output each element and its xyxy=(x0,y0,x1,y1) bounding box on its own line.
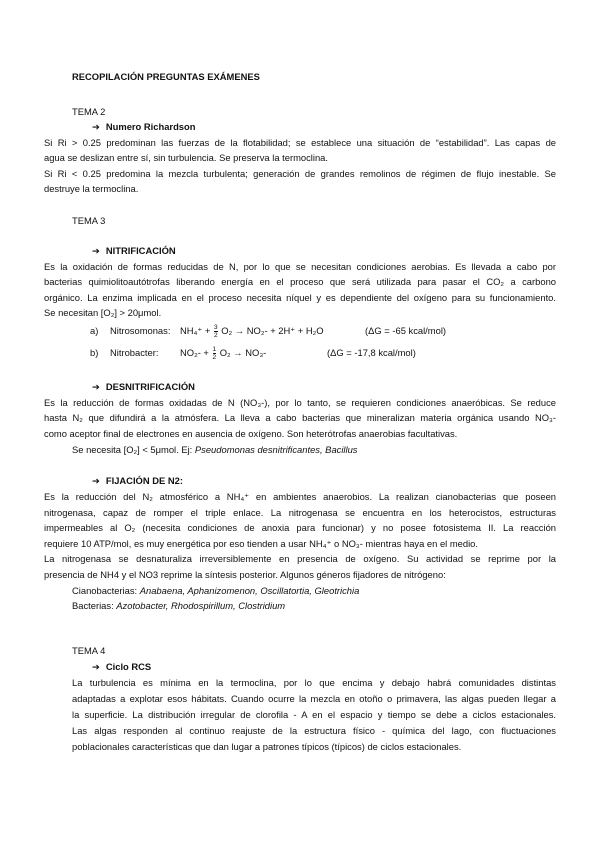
subheading-fijacion: ➔ FIJACIÓN DE N2: xyxy=(92,475,183,486)
arrow-icon: ➔ xyxy=(92,661,100,672)
reaction-b-label: b) xyxy=(90,347,99,358)
arrow-icon: ➔ xyxy=(92,245,100,256)
paragraph-line: poblacionales características que dan lugar a patrones típicos (típicos) de ciclos estacionales. xyxy=(72,741,462,752)
cyanobacteria-list: Cianobacterias: Anabaena, Aphanizomenon, Oscillatortia, Gleotrichia xyxy=(72,585,360,596)
paragraph-line: adaptadas a explotar esos hábitats. Cuando ocurre la mezcla en otoño o primavera, las algas pueden llegar a xyxy=(72,693,556,704)
paragraph-line: presencia de NH4 y el NO3 reprime la síntesis posterior. Algunos géneros fijadores de nitrógeno: xyxy=(44,569,446,580)
subheading-desnitrificacion: ➔ DESNITRIFICACIÓN xyxy=(92,381,195,392)
paragraph-line: orgánico. La enzima implicada en el proceso necesita níquel y es dependiente del oxígeno para su funcionamiento. xyxy=(44,292,556,303)
paragraph-line: Es la oxidación de formas reducidas de N, por lo que se necesitan condiciones aerobias. Es llevada a cabo por xyxy=(44,261,556,272)
reaction-b-delta-g: (ΔG = -17,8 kcal/mol) xyxy=(327,347,416,358)
paragraph-line: nitrogenasa, capaz de romper el triple enlace. La nitrogenasa se encuentra en los heterocistos, estructuras xyxy=(44,507,556,518)
section-heading-tema-3: TEMA 3 xyxy=(72,215,106,226)
paragraph-line: hasta N₂ que difundirá a la atmósfera. La lleva a cabo bacterias que mineralizan materia orgánica usando NO₃- xyxy=(44,412,556,423)
subheading-ciclo-rcs: ➔ Ciclo RCS xyxy=(92,661,152,672)
document-title: RECOPILACIÓN PREGUNTAS EXÁMENES xyxy=(72,71,260,82)
paragraph-line: Si Ri < 0.25 predomina la mezcla turbulenta; generación de grandes remolinos de régimen de flujo inestable. Se xyxy=(44,168,556,179)
paragraph-line: Se necesita [O₂] < 5μmol. Ej: Pseudomonas desnitrificantes, Bacillus xyxy=(72,444,358,455)
reaction-b-organism: Nitrobacter: xyxy=(110,347,159,358)
arrow-icon: ➔ xyxy=(92,121,100,132)
subheading-richardson: ➔ Numero Richardson xyxy=(92,121,196,132)
paragraph-line: Es la reducción de formas oxidadas de N (NO₃-), por lo tanto, se requieren condiciones anaeróbicas. Se reduce xyxy=(44,397,556,408)
section-heading-tema-4: TEMA 4 xyxy=(72,645,106,656)
bacteria-list: Bacterias: Azotobacter, Rhodospirillum, Clostridium xyxy=(72,600,286,611)
fraction: $\frac{1}{2}$ xyxy=(212,346,217,362)
fraction: $\frac{3}{2}$ xyxy=(214,324,218,340)
paragraph-line: Si Ri > 0.25 predominan las fuerzas de la flotabilidad; se establece una situación de “estabilidad”. Las capas de xyxy=(44,137,556,148)
arrow-icon: ➔ xyxy=(92,381,100,392)
reaction-b-equation: NO₂- + $\frac{1}{2}$ O₂ → NO₃- xyxy=(180,346,267,362)
section-heading-tema-2: TEMA 2 xyxy=(72,106,106,117)
arrow-icon: ➔ xyxy=(92,475,100,486)
paragraph-line: la superficie. La distribución irregular de clorofila - A en el espacio y tiempo se debe a ciclos estacionales. xyxy=(72,709,556,720)
reaction-a-label: a) xyxy=(90,325,99,336)
paragraph-line: Las algas responden al continuo reajuste de la estructura físico - química del lago, con fluctuaciones xyxy=(72,725,556,736)
paragraph-line: como aceptor final de electrones en ausencia de oxígeno. Son heterótrofas anaerobias facultativas. xyxy=(44,428,458,439)
paragraph-line: destruye la termoclina. xyxy=(44,183,139,194)
paragraph-line: requiere 10 ATP/mol, es muy energética por eso tienden a usar NH₄⁺ o NO₃- mientras haya en el medio. xyxy=(44,538,478,549)
paragraph-line: agua se deslizan entre sí, sin turbulencia. Se preserva la termoclina. xyxy=(44,152,329,163)
paragraph-line: La turbulencia es mínima en la termoclina, por lo que encima y debajo habrá comunidades distintas xyxy=(72,677,556,688)
paragraph-line: Es la reducción del N₂ atmosférico a NH₄⁺ en ambientes anaerobios. La realizan cianobacterias que poseen xyxy=(44,491,556,502)
subheading-nitrificacion: ➔ NITRIFICACIÓN xyxy=(92,245,176,256)
paragraph-line: La nitrogenasa se desnaturaliza irreversiblemente en presencia de oxígeno. Su actividad se reprime por la xyxy=(44,553,556,564)
reaction-a-organism: Nitrosomonas: xyxy=(110,325,171,336)
reaction-a-delta-g: (ΔG = -65 kcal/mol) xyxy=(365,325,447,336)
paragraph-line: impermeables al O₂ (necesita condiciones de anoxia para funcionar) y no posee fotosistema II. La reacción xyxy=(44,522,556,533)
paragraph-line: Se necesitan [O₂] > 20μmol. xyxy=(44,307,162,318)
paragraph-line: bacterias quimiolitoautótrofas liberando energía en el proceso que será utilizada para pasar el CO₂ a carbono xyxy=(44,276,556,287)
reaction-a-equation: NH₄⁺ + $\frac{3}{2}$ O₂ → NO₂- + 2H⁺ + H₂O xyxy=(180,324,324,340)
